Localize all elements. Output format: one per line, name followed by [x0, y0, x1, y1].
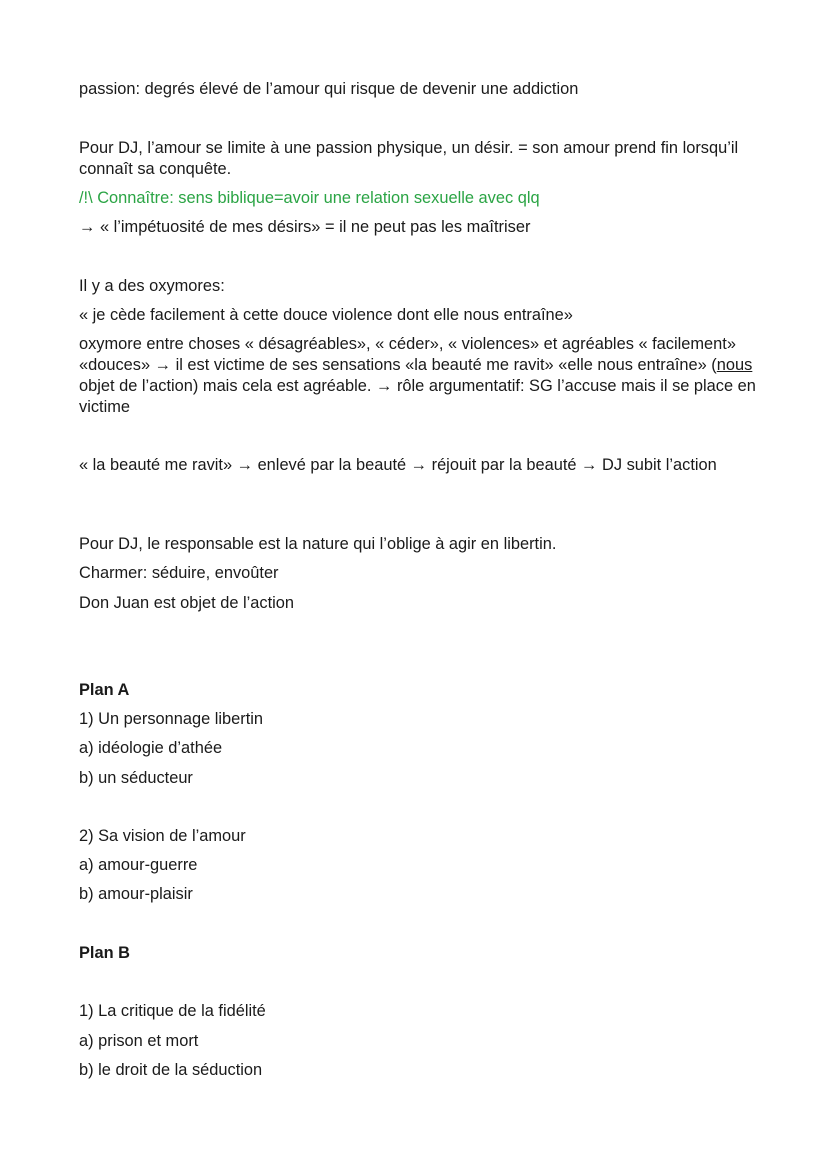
beaute-ravit-paragraph: « la beauté me ravit» → enlevé par la beauté → réjouit par la beauté → DJ subit l’action — [79, 456, 717, 474]
responsable-line: Pour DJ, le responsable est la nature qui l’oblige à agir en libertin. — [79, 535, 557, 553]
impetuosite-line: → « l’impétuosité de mes désirs» = il ne peut pas les maîtriser — [79, 218, 531, 236]
charmer-definition: Charmer: séduire, envoûter — [79, 564, 279, 582]
plan-b-part-1a: a) prison et mort — [79, 1032, 199, 1050]
plan-b-part-1b: b) le droit de la séduction — [79, 1061, 263, 1079]
plan-a-part-1a: a) idéologie d’athée — [79, 739, 223, 757]
connaitre-note: /!\ Connaître: sens biblique=avoir une relation sexuelle avec qlq — [79, 189, 540, 207]
oxymore-analysis-text-2: objet de l’action) mais cela est agréable. → rôle argumentatif: SG l’accuse mais il se place en victime — [79, 377, 756, 416]
oxymores-intro: Il y a des oxymores: — [79, 277, 225, 295]
plan-b-part-1: 1) La critique de la fidélité — [79, 1002, 266, 1020]
oxymore-analysis-text-1: oxymore entre choses « désagréables», « céder», « violences» et agréables « facilement» «douces» → il est victime de ses sensations «la beauté me ravit» «elle nous entraîne» ( — [79, 335, 736, 374]
oxymore-analysis-paragraph — [79, 334, 759, 418]
plan-b-title: Plan B — [79, 944, 131, 962]
plan-a-part-2b: b) amour-plaisir — [79, 885, 193, 903]
objet-action-line: Don Juan est objet de l’action — [79, 594, 295, 612]
plan-a-part-2: 2) Sa vision de l’amour — [79, 827, 246, 845]
passion-definition: passion: degrés élevé de l’amour qui risque de devenir une addiction — [79, 80, 579, 98]
plan-a-part-1b: b) un séducteur — [79, 769, 193, 787]
dj-love-paragraph: Pour DJ, l’amour se limite à une passion physique, un désir. = son amour prend fin lorsqu’il connaît sa conquête. — [79, 139, 739, 178]
plan-a-title: Plan A — [79, 681, 130, 699]
oxymores-quote: « je cède facilement à cette douce violence dont elle nous entraîne» — [79, 306, 573, 324]
oxymore-analysis-underlined: nous — [716, 356, 753, 374]
plan-a-part-1: 1) Un personnage libertin — [79, 710, 264, 728]
plan-a-part-2a: a) amour-guerre — [79, 856, 198, 874]
